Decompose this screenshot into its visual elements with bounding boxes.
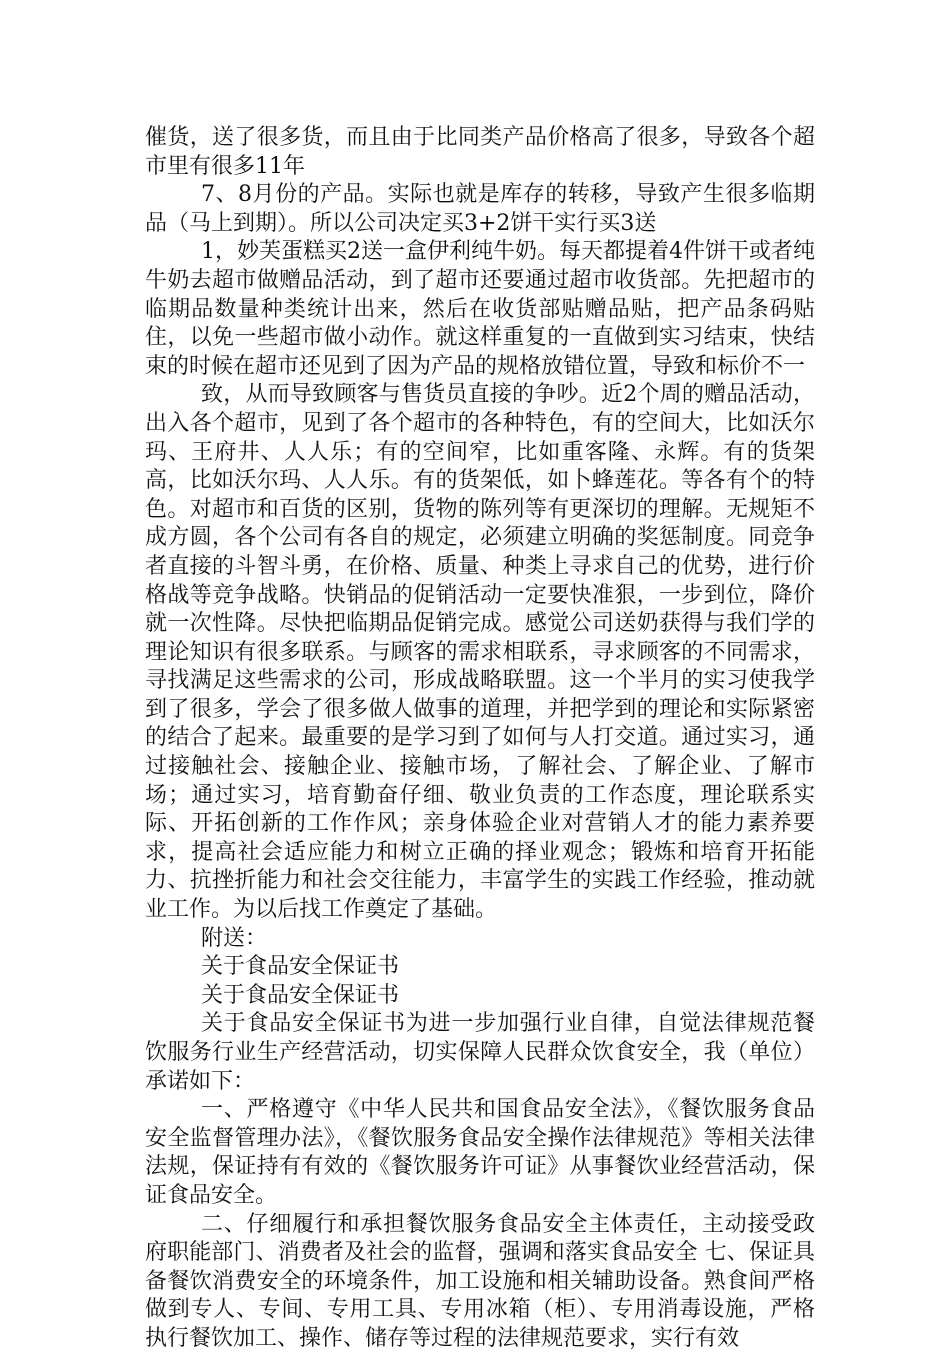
paragraph: 一、严格遵守《中华人民共和国食品安全法》，《餐饮服务食品安全监督管理办法》，《餐饮服务食品安全操作法律规范》等相关法律法规，保证持有有效的《餐饮服务许可证》从事餐饮业经营活动，保证食品安全。 [145, 1097, 815, 1208]
paragraph: 催货，送了很多货，而且由于比同类产品价格高了很多，导致各个超市里有很多11年 [145, 125, 815, 179]
paragraph: 致，从而导致顾客与售货员直接的争吵。近2个周的赠品活动，出入各个超市，见到了各个超市的各种特色，有的空间大，比如沃尔玛、王府井、人人乐；有的空间窄，比如重客隆、永辉。有的货架高，比如沃尔玛、人人乐。有的货架低，如卜蜂莲花。等各有个的特色。对超市和百货的区别，货物的陈列等有更深切的理解。无规矩不成方圆，各个公司有各自的规定，必须建立明确的奖惩制度。同竞争者直接的斗智斗勇，在价格、质量、种类上寻求自己的优势，进行价格战等竞争战略。快销品的促销活动一定要快准狠，一步到位，降价就一次性降。尽快把临期品促销完成。感觉公司送奶获得与我们学的理论知识有很多联系。与顾客的需求相联系，寻求顾客的不同需求，寻找满足这些需求的公司，形成战略联盟。这一个半月的实习使我学到了很多，学会了很多做人做事的道理，并把学到的理论和实际紧密的结合了起来。最重要的是学习到了如何与人打交道。通过实习，通过接触社会、接触企业、接触市场，了解社会、了解企业、了解市场；通过实习，培育勤奋仔细、敬业负责的工作态度，理论联系实际、开拓创新的工作作风；亲身体验企业对营销人才的能力素养要求，提高社会适应能力和树立正确的择业观念；锻炼和培育开拓能力、抗挫折能力和社会交往能力，丰富学生的实践工作经验，推动就业工作。为以后找工作奠定了基础。 [145, 382, 815, 923]
paragraph: 7、8月份的产品。实际也就是库存的转移，导致产生很多临期品（马上到期）。所以公司决定买3+2饼干实行买3送 [145, 182, 815, 236]
section-heading: 关于食品安全保证书 [201, 982, 400, 1008]
paragraph: 关于食品安全保证书为进一步加强行业自律，自觉法律规范餐饮服务行业生产经营活动，切实保障人民群众饮食安全，我（单位）承诺如下： [145, 1011, 815, 1094]
appendix-label: 附送： [201, 925, 268, 951]
document-page [145, 124, 815, 1354]
section-heading: 关于食品安全保证书 [201, 954, 400, 980]
paragraph: 二、仔细履行和承担餐饮服务食品安全主体责任，主动接受政府职能部门、消费者及社会的监督，强调和落实食品安全 七、保证具备餐饮消费安全的环境条件，加工设施和相关辅助设备。熟食间严格做到专人、专间、专用工具、专用冰箱（柜）、专用消毒设施，严格执行餐饮加工、操作、储存等过程的法律规范要求，实行有效 [145, 1211, 815, 1351]
paragraph: 1，妙芙蛋糕买2送一盒伊利纯牛奶。每天都提着4件饼干或者纯牛奶去超市做赠品活动，到了超市还要通过超市收货部。先把超市的临期品数量种类统计出来，然后在收货部贴赠品贴，把产品条码贴住，以免一些超市做小动作。就这样重复的一直做到实习结束，快结束的时候在超市还见到了因为产品的规格放错位置，导致和标价不一 [145, 239, 815, 379]
